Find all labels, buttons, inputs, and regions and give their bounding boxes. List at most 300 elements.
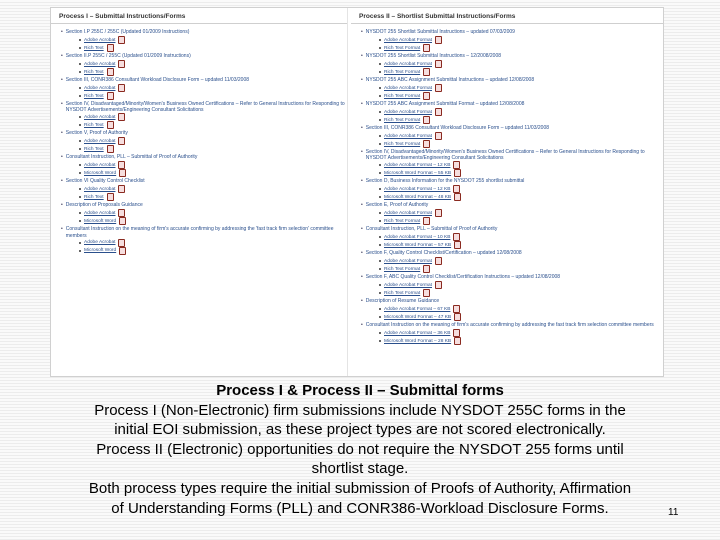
download-link-item <box>379 140 663 148</box>
download-link[interactable]: Adobe Acrobat Format <box>384 109 432 115</box>
form-section-row <box>361 101 663 108</box>
download-link-item <box>379 257 663 265</box>
bullet-icon <box>79 188 81 190</box>
document-file-icon[interactable] <box>118 84 125 92</box>
document-file-icon[interactable] <box>453 233 460 241</box>
download-link[interactable]: Rich Text Format <box>384 266 421 272</box>
document-file-icon[interactable] <box>107 193 114 201</box>
form-section-item <box>361 322 663 345</box>
form-section-label: Section II.P 255C / 255C (Updated 01/2009 Instructions) <box>65 53 191 59</box>
document-file-icon[interactable] <box>423 116 430 124</box>
form-section-row <box>61 101 347 113</box>
download-link[interactable]: Adobe Acrobat Format <box>384 85 432 91</box>
download-link-item <box>379 84 663 92</box>
form-section-label: Section III, CONR386 Consultant Workload Disclosure Form – updated 11/03/2008 <box>365 125 550 131</box>
download-link-list <box>361 257 663 273</box>
document-file-icon[interactable] <box>118 185 125 193</box>
download-link-item <box>79 113 347 121</box>
bullet-icon <box>79 63 81 65</box>
download-link[interactable]: Adobe Acrobat Format – 67 KB <box>384 306 451 312</box>
process-one-title: Process I – Submittal Instructions/Forms <box>51 8 347 24</box>
bullet-icon <box>379 196 381 198</box>
download-link-item <box>79 84 347 92</box>
form-section-label: Section V, Proof of Authority <box>65 130 128 137</box>
form-section-item <box>61 101 347 129</box>
form-section-item <box>61 178 347 201</box>
form-section-row <box>361 29 663 36</box>
document-file-icon[interactable] <box>423 92 430 100</box>
download-link[interactable]: Microsoft Word Format – 48 KB <box>384 194 452 200</box>
download-link-item <box>79 209 347 217</box>
document-file-icon[interactable] <box>435 60 442 68</box>
bullet-icon <box>79 71 81 73</box>
document-file-icon[interactable] <box>454 337 461 345</box>
download-link[interactable]: Rich Text <box>84 146 104 152</box>
bullet-icon <box>79 242 81 244</box>
form-section-item <box>361 250 663 273</box>
download-link-item <box>379 241 663 249</box>
bullet-icon <box>379 47 381 49</box>
bullet-icon <box>79 164 81 166</box>
download-link[interactable]: Rich Text Format <box>384 117 421 123</box>
caption-line: Process II (Electronic) opportunities do not require the NYSDOT 255 forms until <box>96 440 624 458</box>
document-file-icon[interactable] <box>423 217 430 225</box>
download-link-item <box>379 209 663 217</box>
download-link-item <box>379 92 663 100</box>
process-one-section-list <box>51 29 347 255</box>
document-file-icon[interactable] <box>435 209 442 217</box>
download-link[interactable]: Rich Text <box>84 194 104 200</box>
bullet-icon <box>379 71 381 73</box>
form-section-row <box>61 29 347 36</box>
download-link-item <box>379 44 663 52</box>
bullet-icon <box>79 172 81 174</box>
download-link-item <box>79 239 347 247</box>
bullet-icon <box>379 268 381 270</box>
form-section-row <box>61 77 347 84</box>
document-file-icon[interactable] <box>435 84 442 92</box>
form-section-label: NYSDOT 255 Shortlist Submittal Instructions – 12/2008/2008 <box>365 53 502 59</box>
download-link-item <box>379 193 663 201</box>
caption-title: Process I & Process II – Submittal forms <box>216 382 504 399</box>
download-link[interactable]: Rich Text Format <box>384 141 421 147</box>
download-link-item <box>379 169 663 177</box>
form-section-row <box>61 154 347 161</box>
download-link-list <box>61 36 347 52</box>
download-link-item <box>79 161 347 169</box>
download-link-item <box>79 217 347 225</box>
bullet-icon: • <box>61 101 63 107</box>
download-link-item <box>379 36 663 44</box>
caption-line: Process I (Non-Electronic) firm submissions include NYSDOT 255C forms in the <box>94 401 626 419</box>
form-section-label: Description of Resume Guidance <box>365 298 440 305</box>
form-section-item <box>361 178 663 201</box>
bullet-icon <box>379 119 381 121</box>
download-link[interactable]: Microsoft Word Format – 55 KB <box>384 170 452 176</box>
bullet-icon: • <box>361 29 363 35</box>
form-section-row <box>361 53 663 60</box>
download-link[interactable]: Rich Text <box>84 93 104 99</box>
bullet-icon <box>379 260 381 262</box>
download-link[interactable]: Adobe Acrobat Format – 10 KB <box>384 234 451 240</box>
download-link-item <box>379 185 663 193</box>
process-one-column <box>51 8 348 376</box>
form-section-item <box>361 101 663 124</box>
download-link-item <box>79 121 347 129</box>
document-file-icon[interactable] <box>423 68 430 76</box>
bullet-icon <box>379 316 381 318</box>
bullet-icon <box>379 332 381 334</box>
bullet-icon: • <box>61 29 63 35</box>
bullet-icon <box>379 143 381 145</box>
form-section-item <box>61 130 347 153</box>
document-file-icon[interactable] <box>454 313 461 321</box>
download-link[interactable]: Adobe Acrobat Format <box>384 258 432 264</box>
slide-caption <box>18 381 702 518</box>
download-link[interactable]: Adobe Acrobat <box>84 240 116 246</box>
download-link-list <box>61 84 347 100</box>
document-file-icon[interactable] <box>435 281 442 289</box>
bullet-icon <box>379 164 381 166</box>
form-section-label: Section VI Quality Control Checklist <box>65 178 145 185</box>
form-section-label: Section F, Quality Control Checklist/Certification – updated 12/08/2008 <box>365 250 522 257</box>
document-file-icon[interactable] <box>119 247 126 255</box>
download-link-item <box>79 193 347 201</box>
download-link[interactable]: Adobe Acrobat Format – 36 KB <box>384 330 451 336</box>
document-file-icon[interactable] <box>454 193 461 201</box>
bullet-icon <box>79 124 81 126</box>
form-section-row <box>361 298 663 305</box>
form-section-row <box>61 226 347 238</box>
document-file-icon[interactable] <box>435 132 442 140</box>
download-link-list <box>61 239 347 255</box>
process-two-title: Process II – Shortlist Submittal Instructions/Forms <box>351 8 663 24</box>
download-link-list <box>361 161 663 177</box>
download-link-list <box>361 36 663 52</box>
bullet-icon <box>79 87 81 89</box>
form-section-label: NYSDOT 255 ABC Assignment Submittal Instructions – updated 12/08/2008 <box>365 77 535 83</box>
caption-line: of Understanding Forms (PLL) and CONR386-Workload Disclosure Forms. <box>111 499 609 517</box>
form-section-row <box>361 125 663 132</box>
document-file-icon[interactable] <box>118 239 125 247</box>
bullet-icon <box>79 250 81 252</box>
form-section-item <box>61 77 347 100</box>
document-file-icon[interactable] <box>454 241 461 249</box>
form-section-item <box>361 53 663 76</box>
download-link[interactable]: Microsoft Word <box>84 218 117 224</box>
form-section-label: Section III, CONR386 Consultant Workload Disclosure Form – updated 11/03/2008 <box>65 77 250 83</box>
form-section-label: Section E, Proof of Authority <box>365 202 429 209</box>
download-link-item <box>79 44 347 52</box>
process-two-column <box>351 8 663 376</box>
caption-line: initial EOI submission, as these project types are not scored electronically. <box>114 421 606 439</box>
bullet-icon: • <box>361 226 363 233</box>
bullet-icon: • <box>61 154 63 161</box>
download-link-list <box>361 185 663 201</box>
download-link-list <box>361 108 663 124</box>
document-file-icon[interactable] <box>435 36 442 44</box>
form-section-item <box>361 149 663 177</box>
download-link[interactable]: Microsoft Word <box>84 248 117 254</box>
bullet-icon <box>79 140 81 142</box>
form-section-row <box>361 202 663 209</box>
download-link[interactable]: Adobe Acrobat Format <box>384 210 432 216</box>
bullet-icon: • <box>361 101 363 107</box>
download-link-item <box>79 92 347 100</box>
bullet-icon <box>379 220 381 222</box>
bullet-icon <box>79 39 81 41</box>
bullet-icon <box>379 111 381 113</box>
download-link-list <box>361 132 663 148</box>
download-link-list <box>361 233 663 249</box>
document-file-icon[interactable] <box>107 145 114 153</box>
download-link-item <box>379 233 663 241</box>
form-section-row <box>61 202 347 209</box>
document-file-icon[interactable] <box>454 169 461 177</box>
download-link-item <box>379 313 663 321</box>
download-link[interactable]: Rich Text Format <box>384 45 421 51</box>
download-link-list <box>61 137 347 153</box>
bullet-icon: • <box>361 125 363 131</box>
bullet-icon: • <box>361 322 363 329</box>
bullet-icon <box>379 172 381 174</box>
download-link-list <box>61 209 347 225</box>
bullet-icon <box>379 284 381 286</box>
form-section-row <box>361 149 663 161</box>
form-section-item <box>361 274 663 297</box>
download-link-list <box>361 305 663 321</box>
bullet-icon <box>379 236 381 238</box>
bullet-icon: • <box>361 274 363 281</box>
download-link-item <box>79 137 347 145</box>
caption-line: shortlist stage. <box>311 460 409 478</box>
bullet-icon: • <box>61 226 63 233</box>
download-link-item <box>379 68 663 76</box>
download-link-item <box>79 60 347 68</box>
form-section-label: Consultant Instruction on the meaning of firm's accurate confirming by addressing the 'fast track firm selection' committee members <box>65 226 334 239</box>
download-link-list <box>361 84 663 100</box>
download-link[interactable]: Rich Text <box>84 122 104 128</box>
download-link-list <box>61 161 347 177</box>
download-link-list <box>61 60 347 76</box>
download-link[interactable]: Rich Text Format <box>384 69 421 75</box>
form-section-item <box>361 125 663 148</box>
download-link[interactable]: Microsoft Word <box>84 170 117 176</box>
document-file-icon[interactable] <box>107 92 114 100</box>
document-file-icon[interactable] <box>119 217 126 225</box>
download-link-item <box>379 60 663 68</box>
form-section-item <box>61 29 347 52</box>
form-section-item <box>61 154 347 177</box>
form-section-item <box>361 226 663 249</box>
form-section-label: Description of Proposals Guidance <box>65 202 143 209</box>
bullet-icon <box>79 95 81 97</box>
bullet-icon <box>79 212 81 214</box>
document-file-icon[interactable] <box>118 36 125 44</box>
form-section-label: Consultant Instruction on the meaning of firm's accurate confirming by addressing the fast track firm selection committee members <box>365 322 654 329</box>
bullet-icon: • <box>61 77 63 83</box>
form-section-row <box>361 226 663 233</box>
document-file-icon[interactable] <box>435 257 442 265</box>
bullet-icon: • <box>361 178 363 185</box>
bullet-icon <box>79 116 81 118</box>
form-section-item <box>361 77 663 100</box>
bullet-icon <box>379 308 381 310</box>
download-link[interactable]: Adobe Acrobat <box>84 210 116 216</box>
bullet-icon: • <box>61 53 63 59</box>
document-file-icon[interactable] <box>118 113 125 121</box>
caption-line: Both process types require the initial submission of Proofs of Authority, Affirmation <box>88 479 632 497</box>
download-link-item <box>79 185 347 193</box>
download-link[interactable]: Adobe Acrobat <box>84 138 116 144</box>
download-link-list <box>61 113 347 129</box>
download-link[interactable]: Rich Text <box>84 45 104 51</box>
download-link-item <box>79 36 347 44</box>
bullet-icon: • <box>361 250 363 257</box>
document-file-icon[interactable] <box>423 140 430 148</box>
download-link[interactable]: Adobe Acrobat Format – 12 KB <box>384 186 451 192</box>
bullet-icon <box>379 212 381 214</box>
document-file-icon[interactable] <box>118 161 125 169</box>
process-two-section-list <box>351 29 663 345</box>
form-section-item <box>61 202 347 225</box>
bullet-icon <box>379 63 381 65</box>
document-file-icon[interactable] <box>107 121 114 129</box>
download-link[interactable]: Adobe Acrobat Format <box>384 282 432 288</box>
document-file-icon[interactable] <box>453 305 460 313</box>
download-link-list <box>361 329 663 345</box>
download-link-item <box>379 329 663 337</box>
form-section-row <box>361 322 663 329</box>
form-section-row <box>61 53 347 60</box>
bullet-icon <box>79 148 81 150</box>
form-section-label: Section D, Business Information for the NYSDOT 255 shortlist submittal <box>365 178 525 185</box>
download-link-item <box>379 305 663 313</box>
bullet-icon: • <box>361 77 363 83</box>
download-link-item <box>79 145 347 153</box>
download-link[interactable]: Rich Text Format <box>384 290 421 296</box>
bullet-icon <box>79 196 81 198</box>
download-link[interactable]: Adobe Acrobat <box>84 114 116 120</box>
form-section-item <box>361 29 663 52</box>
form-section-label: NYSDOT 255 Shortlist Submittal Instructions – updated 07/03/2009 <box>365 29 515 35</box>
download-link-item <box>79 68 347 76</box>
document-file-icon[interactable] <box>423 265 430 273</box>
download-link[interactable]: Adobe Acrobat Format <box>384 37 432 43</box>
download-link-item <box>379 108 663 116</box>
document-file-icon[interactable] <box>453 161 460 169</box>
document-file-icon[interactable] <box>423 289 430 297</box>
download-link-list <box>61 185 347 201</box>
bullet-icon <box>379 95 381 97</box>
bullet-icon <box>379 39 381 41</box>
bullet-icon: • <box>361 202 363 209</box>
download-link-item <box>379 281 663 289</box>
form-section-label: Consultant Instruction, PLL – Submittal of Proof of Authority <box>65 154 198 161</box>
document-file-icon[interactable] <box>453 329 460 337</box>
form-section-row <box>361 274 663 281</box>
download-link[interactable]: Adobe Acrobat <box>84 37 116 43</box>
form-section-label: Section I.P 255C / 255C (Updated 01/2009 Instructions) <box>65 29 190 35</box>
form-section-label: Section IV, Disadvantaged/Minority/Women's Business Owned Certifications – Refer to General Instructions for Responding to NYSDOT Advertisements/Engineering Consultant Solicitations <box>65 101 345 114</box>
form-section-item <box>361 202 663 225</box>
download-link[interactable]: Microsoft Word Format – 47 KB <box>384 314 452 320</box>
bullet-icon <box>379 292 381 294</box>
document-file-icon[interactable] <box>107 68 114 76</box>
document-file-icon[interactable] <box>435 108 442 116</box>
download-link[interactable]: Adobe Acrobat <box>84 162 116 168</box>
download-link[interactable]: Rich Text Format <box>384 93 421 99</box>
form-section-label: NYSDOT 255 ABC Assignment Submittal Format – updated 12/08/2008 <box>365 101 525 107</box>
bullet-icon: • <box>61 178 63 185</box>
download-link-item <box>379 217 663 225</box>
download-link-item <box>79 169 347 177</box>
bullet-icon: • <box>361 53 363 59</box>
form-section-row <box>361 178 663 185</box>
document-file-icon[interactable] <box>118 60 125 68</box>
form-section-item <box>361 298 663 321</box>
download-link-item <box>379 337 663 345</box>
download-link-list <box>361 60 663 76</box>
download-link-list <box>361 281 663 297</box>
download-link-item <box>379 116 663 124</box>
form-section-item <box>61 53 347 76</box>
form-section-row <box>361 250 663 257</box>
download-link[interactable]: Adobe Acrobat Format <box>384 61 432 67</box>
bullet-icon <box>379 87 381 89</box>
bullet-icon <box>379 135 381 137</box>
document-file-icon[interactable] <box>118 137 125 145</box>
form-section-label: Section F, ABC Quality Control Checklist/Certification Instructions – updated 12/08/2008 <box>365 274 561 281</box>
download-link[interactable]: Microsoft Word Format – 28 KB <box>384 338 452 344</box>
download-link[interactable]: Adobe Acrobat Format – 12 KB <box>384 162 451 168</box>
download-link-list <box>361 209 663 225</box>
form-section-label: Section IV, Disadvantaged/Minority/Women's Business Owned Certifications – Refer to General Instructions for Responding to NYSDOT Advertisements/Engineering Consultant Solicitations <box>365 149 645 162</box>
bullet-icon: • <box>61 202 63 209</box>
download-link-item <box>379 161 663 169</box>
document-file-icon[interactable] <box>453 185 460 193</box>
download-link[interactable]: Adobe Acrobat <box>84 61 116 67</box>
form-section-row <box>361 77 663 84</box>
bullet-icon: • <box>61 130 63 137</box>
download-link[interactable]: Adobe Acrobat <box>84 186 116 192</box>
document-file-icon[interactable] <box>119 169 126 177</box>
download-link-item <box>379 265 663 273</box>
bullet-icon <box>379 188 381 190</box>
form-section-row <box>61 130 347 137</box>
download-link-item <box>79 247 347 255</box>
download-link[interactable]: Rich Text <box>84 69 104 75</box>
download-link[interactable]: Adobe Acrobat <box>84 85 116 91</box>
bullet-icon <box>379 244 381 246</box>
bullet-icon <box>79 47 81 49</box>
download-link-item <box>379 289 663 297</box>
bullet-icon: • <box>361 298 363 305</box>
download-link[interactable]: Adobe Acrobat Format <box>384 133 432 139</box>
bullet-icon <box>379 340 381 342</box>
document-file-icon[interactable] <box>107 44 114 52</box>
download-link[interactable]: Microsoft Word Format – 57 KB <box>384 242 452 248</box>
forms-webpage-screenshot <box>50 7 664 377</box>
download-link-item <box>379 132 663 140</box>
download-link[interactable]: Rich Text Format <box>384 218 421 224</box>
document-file-icon[interactable] <box>118 209 125 217</box>
form-section-item <box>61 226 347 254</box>
page-number: 11 <box>668 507 679 518</box>
form-section-row <box>61 178 347 185</box>
bullet-icon <box>79 220 81 222</box>
document-file-icon[interactable] <box>423 44 430 52</box>
